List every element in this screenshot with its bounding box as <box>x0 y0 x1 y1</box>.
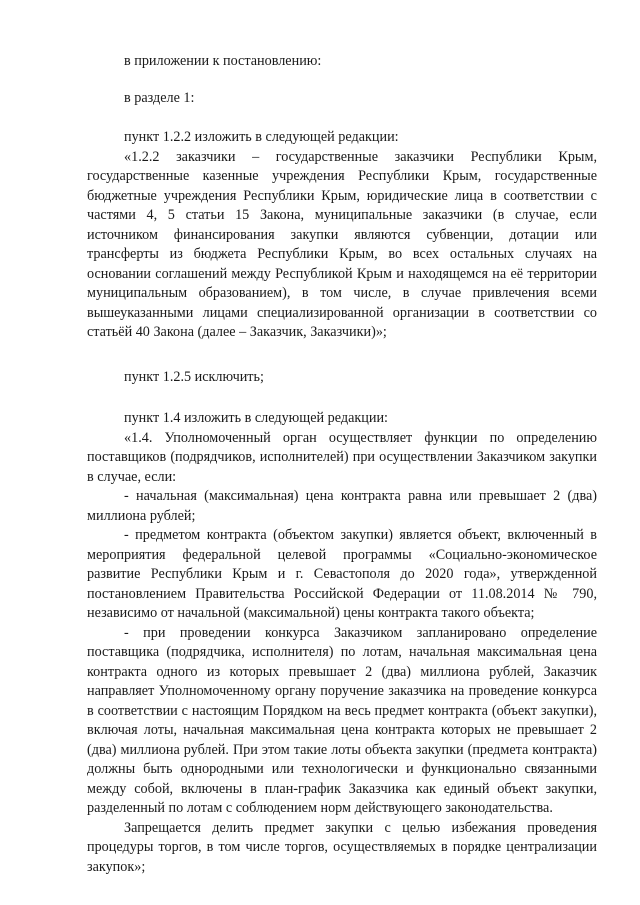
bullet-3: - при проведении конкурса Заказчиком запланировано определение поставщика (подрядчика, исполнителя) по лотам, начальная максимальная цена контракта одного из которых превышает 2 (два) миллиона рублей, Заказчик направляет Уполномоченному органу поручение заказчика на проведение конкурса в соответствии с настоящим Порядком на весь предмет контракта (объект закупки), включая лоты, начальная максимальная цена контракта которых не превышает 2 (два) миллиона рублей. При этом такие лоты объекта закупки (предмета контракта) должны быть однородными или технологически и функционально связанными между собой, включены в план-график Заказчика как единый объект закупки, разделенный по лотам с соблюдением норм действующего законодательства. <box>87 624 597 816</box>
bullet-2: - предметом контракта (объектом закупки) является объект, включенный в мероприятия федеральной целевой программы «Социально-экономическое развитие Республики Крым и г. Севастополя до 2020 года», утвержденной постановлением Правительства Российской Федерации от 11.08.2014 № 790, независимо от начальной (максимальной) цены контракта такого объекта; <box>87 527 597 621</box>
item-1-2-2-heading: пункт 1.2.2 изложить в следующей редакции: <box>124 129 399 145</box>
document-page <box>87 52 597 877</box>
section-line: в разделе 1: <box>124 89 195 106</box>
item-1-2-5-line: пункт 1.2.5 исключить; <box>124 368 264 385</box>
intro-line: в приложении к постановлению: <box>124 53 322 69</box>
closing-paragraph: Запрещается делить предмет закупки с целью избежания проведения процедуры торгов, в том числе торгов, осуществляемых в порядке централизации закупок»; <box>87 819 597 875</box>
item-1-2-2-text: «1.2.2 заказчики – государственные заказчики Республики Крым, государственные казенные учреждения Республики Крым, государственные бюджетные учреждения Республики Крым, юридические лица в соответствии с частями 4, 5 статьи 15 Закона, муниципальные заказчики (в случае, если источником финансирования закупки являются субвенции, дотации или трансферты из бюджета Республики Крым, во всех остальных случаях на основании соглашений между Республикой Крым и находящемся на её территории муниципальным образованием), в том числе, в случае привлечения всеми вышеуказанными лицами специализированной организации в соответствии со статьёй 40 Закона (далее – Заказчик, Заказчики)»; <box>87 148 597 340</box>
item-1-4-text: «1.4. Уполномоченный орган осуществляет функции по определению поставщиков (подрядчиков, исполнителей) при осуществлении Заказчиком закупки в случае, если: <box>87 429 597 485</box>
bullet-1: - начальная (максимальная) цена контракта равна или превышает 2 (два) миллиона рублей; <box>87 488 597 524</box>
item-1-4-heading: пункт 1.4 изложить в следующей редакции: <box>124 410 388 426</box>
